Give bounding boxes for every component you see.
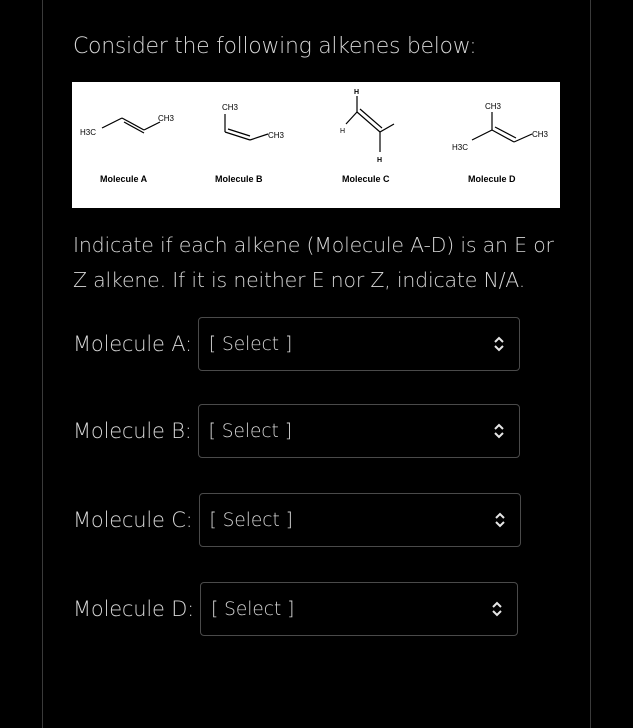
- up-down-chevron-icon: [491, 335, 507, 353]
- answer-row-c: [73, 493, 521, 547]
- molecule-a-group-1: H3C: [80, 128, 97, 137]
- answer-label-d: Molecule D:: [73, 597, 195, 621]
- molecule-d-structure: [472, 112, 532, 142]
- molecule-a-select-value: [ Select ]: [208, 333, 293, 355]
- up-down-chevron-icon: [492, 511, 508, 529]
- content-right-border: [590, 0, 591, 728]
- molecule-c-group-3: H: [377, 157, 383, 164]
- molecule-c-select[interactable]: [199, 493, 521, 547]
- molecule-c-group-2: H: [340, 128, 346, 135]
- molecule-c-structure: [346, 96, 394, 152]
- up-down-chevron-icon: [489, 600, 505, 618]
- answer-row-d: [73, 582, 518, 636]
- question-prompt: Consider the following alkenes below:: [73, 34, 477, 59]
- molecule-b-structure: [225, 114, 268, 140]
- question-instruction: Indicate if each alkene (Molecule A-D) is an E or Z alkene. If it is neither E nor Z, indicate N/A.: [73, 233, 554, 292]
- answer-label-c: Molecule C:: [73, 508, 193, 532]
- molecule-c-select-value: [ Select ]: [209, 509, 293, 531]
- molecule-b-select-value: [ Select ]: [208, 420, 292, 442]
- alkenes-figure: [72, 82, 560, 208]
- molecule-d-caption: Molecule D: [468, 174, 516, 184]
- molecule-d-select-value: [ Select ]: [211, 598, 295, 620]
- molecule-a-select[interactable]: [198, 317, 520, 371]
- molecule-d-select[interactable]: [200, 582, 518, 636]
- molecule-b-group-1: CH3: [222, 103, 239, 112]
- answer-row-a: [73, 317, 520, 371]
- up-down-chevron-icon: [491, 422, 507, 440]
- molecule-d-group-2: H3C: [452, 143, 469, 152]
- answer-label-a: Molecule A:: [73, 332, 192, 356]
- answer-row-b: [73, 404, 520, 458]
- molecule-b-group-2: CH3: [268, 131, 285, 140]
- molecule-b-select[interactable]: [198, 404, 520, 458]
- molecule-a-group-2: CH3: [158, 114, 175, 123]
- molecule-a-structure: [102, 118, 160, 133]
- answer-label-b: Molecule B:: [73, 419, 192, 443]
- content-left-border: [42, 0, 43, 728]
- molecule-c-group-1: H: [354, 89, 360, 96]
- molecule-d-group-1: CH3: [485, 102, 502, 111]
- molecule-c-caption: Molecule C: [342, 174, 390, 184]
- molecule-b-caption: Molecule B: [215, 174, 263, 184]
- molecule-d-group-3: CH3: [532, 130, 549, 139]
- molecule-a-caption: Molecule A: [100, 174, 148, 184]
